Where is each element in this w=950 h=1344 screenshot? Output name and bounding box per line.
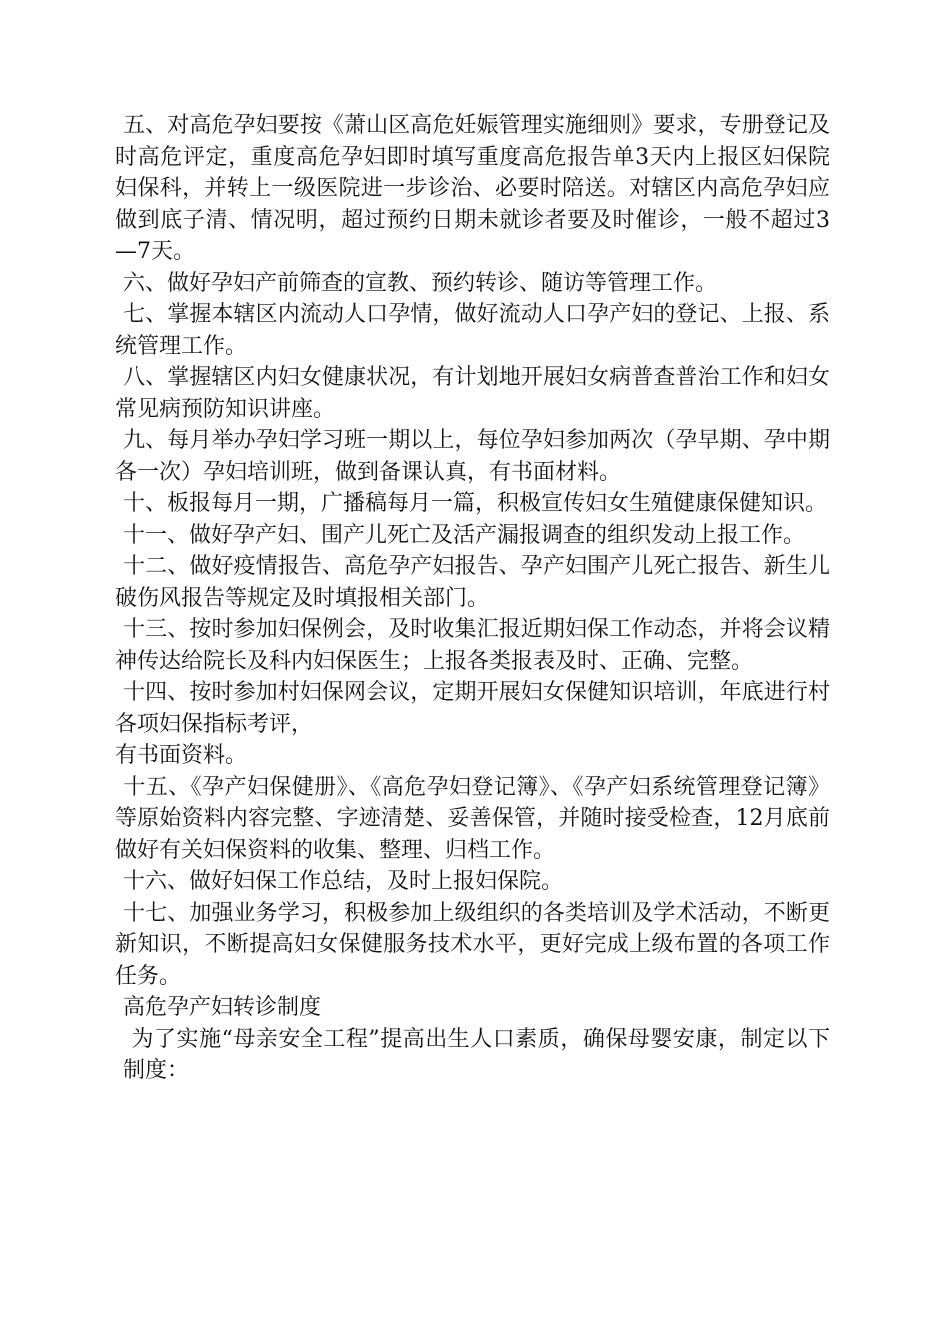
paragraph-15: 十五、《孕产妇保健册》、《高危孕妇登记簿》、《孕产妇系统管理登记簿》等原始资料内容完整、字迹清楚、妥善保管，并随时接受检查，12月底前做好有关妇保资料的收集、整理、归档工作。 <box>115 774 830 863</box>
paragraph-16: 十六、做好妇保工作总结，及时上报妇保院。 <box>123 869 564 894</box>
paragraph-12: 十二、做好疫情报告、高危孕产妇报告、孕产妇围产儿死亡报告、新生儿破伤风报告等规定及时填报相关部门。 <box>115 554 830 611</box>
section-intro: 为了实施“母亲安全工程”提高出生人口素质，确保母婴安康，制定以下制度： <box>123 1026 830 1083</box>
paragraph-6: 六、做好孕妇产前筛查的宣教、预约转诊、随访等管理工作。 <box>123 270 718 296</box>
paragraph-14-continued: 有书面资料。 <box>115 743 248 768</box>
paragraph-7: 七、掌握本辖区内流动人口孕情，做好流动人口孕产妇的登记、上报、系统管理工作。 <box>115 302 830 359</box>
paragraph-13: 十三、按时参加妇保例会，及时收集汇报近期妇保工作动态，并将会议精神传达给院长及科内妇保医生；上报各类报表及时、正确、完整。 <box>115 617 830 674</box>
paragraph-10: 十、板报每月一期，广播稿每月一篇，积极宣传妇女生殖健康保健知识。 <box>123 491 828 516</box>
section-title: 高危孕产妇转诊制度 <box>123 995 322 1020</box>
paragraph-14: 十四、按时参加村妇保网会议，定期开展妇女保健知识培训，年底进行村各项妇保指标考评， <box>115 680 830 737</box>
paragraph-11: 十一、做好孕产妇、围产儿死亡及活产漏报调查的组织发动上报工作。 <box>123 522 806 548</box>
paragraph-8: 八、掌握辖区内妇女健康状况，有计划地开展妇女病普查普治工作和妇女常见病预防知识讲座。 <box>115 365 830 422</box>
document-page <box>115 110 830 1087</box>
paragraph-5: 五、对高危孕妇要按《萧山区高危妊娠管理实施细则》要求，专册登记及时高危评定，重度高危孕妇即时填写重度高危报告单3天内上报区妇保院妇保科，并转上一级医院进一步诊治、必要时陪送。对辖区内高危孕妇应做到底子清、情况明，超过预约日期未就诊者要及时催诊，一般不超过3—7天。 <box>115 113 830 264</box>
paragraph-9: 九、每月举办孕妇学习班一期以上，每位孕妇参加两次（孕早期、孕中期各一次）孕妇培训班，做到备课认真，有书面材料。 <box>115 428 830 485</box>
paragraph-17: 十七、加强业务学习，积极参加上级组织的各类培训及学术活动，不断更新知识，不断提高妇女保健服务技术水平，更好完成上级布置的各项工作任务。 <box>115 900 830 989</box>
